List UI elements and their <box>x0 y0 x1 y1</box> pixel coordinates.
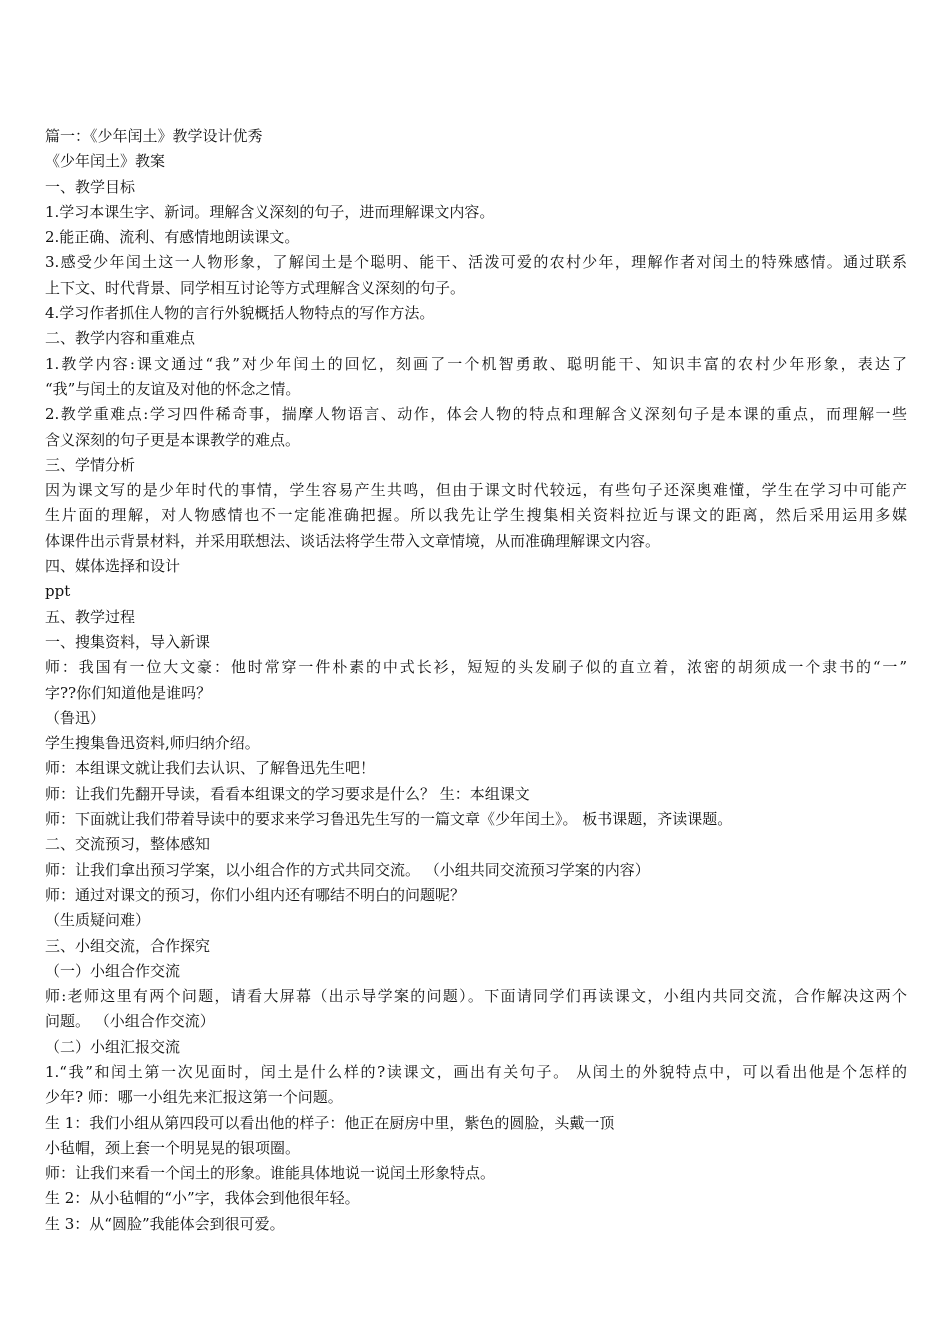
text-line: 三、小组交流，合作探究 <box>45 936 211 955</box>
text-line: 师：本组课文就让我们去认识、了解鲁迅先生吧！ <box>45 759 376 778</box>
text-line: 师：下面就让我们带着导读中的要求来学习鲁迅先生写的一篇文章《少年闰土》。 板书课题，齐读课题。 <box>45 810 733 829</box>
text-line: 上下文、时代背景、同学相互讨论等方式理解含义深刻的句子。 <box>45 278 466 297</box>
text-line: （鲁迅） <box>45 708 106 727</box>
text-line: 一、搜集资料，导入新课 <box>45 632 211 651</box>
text-line: （一）小组合作交流 <box>45 961 181 980</box>
text-line: （二）小组汇报交流 <box>45 1037 181 1056</box>
text-line: ppt <box>45 582 71 601</box>
text-line: 4.学习作者抓住人物的言行外貌概括人物特点的写作方法。 <box>45 304 435 323</box>
text-line: 3.感受少年闰土这一人物形象，了解闰土是个聪明、能干、活泼可爱的农村少年，理解作者对闰土的特殊感情。通过联系 <box>45 253 907 272</box>
text-line: 篇一：《少年闰土》教学设计优秀 <box>45 127 263 145</box>
text-line: 二、教学内容和重难点 <box>45 329 196 348</box>
text-line: 1.学习本课生字、新词。理解含义深刻的句子，进而理解课文内容。 <box>45 202 495 221</box>
text-line: 学生搜集鲁迅资料,师归纳介绍。 <box>45 734 260 753</box>
document-page <box>45 124 907 1237</box>
text-line: 生 3：从“圆脸”我能体会到很可爱。 <box>45 1214 285 1233</box>
text-line: 师:老师这里有两个问题，请看大屏幕（出示导学案的问题）。下面请同学们再读课文，小组内共同交流，合作解决这两个 <box>45 987 907 1006</box>
text-line: 一、教学目标 <box>45 177 136 196</box>
text-line: 师：让我们先翻开导读，看看本组课文的学习要求是什么？ 生：本组课文 <box>45 784 530 803</box>
text-line: 2.能正确、流利、有感情地朗读课文。 <box>45 228 300 247</box>
text-line: 小毡帽，颈上套一个明晃晃的银项圈。 <box>45 1138 301 1157</box>
text-line: 1.“我”和闰土第一次见面时，闰土是什么样的?读课文，画出有关句子。 从闰土的外貌特点中，可以看出他是个怎样的 <box>45 1062 907 1081</box>
text-line: 四、媒体选择和设计 <box>45 557 181 576</box>
text-line: 少年? 师：哪一小组先来汇报这第一个问题。 <box>45 1088 343 1107</box>
text-line: 《少年闰土》教案 <box>45 152 166 171</box>
text-line: 师：让我们拿出预习学案，以小组合作的方式共同交流。 （小组共同交流预习学案的内容） <box>45 860 650 879</box>
text-line: 五、教学过程 <box>45 607 136 626</box>
text-line: 问题。 （小组合作交流） <box>45 1012 215 1031</box>
text-line: 师：通过对课文的预习，你们小组内还有哪结不明白的问题呢？ <box>45 885 466 904</box>
text-line: 生片面的理解，对人物感情也不一定能准确把握。所以我先让学生搜集相关资料拉近与课文的距离，然后采用运用多媒 <box>45 506 907 525</box>
text-line: 字??你们知道他是谁吗？ <box>45 683 212 702</box>
text-line: 生 1：我们小组从第四段可以看出他的样子：他正在厨房中里，紫色的圆脸，头戴一顶 <box>45 1113 615 1132</box>
text-line: 2.教学重难点:学习四件稀奇事，揣摩人物语言、动作，体会人物的特点和理解含义深刻句子是本课的重点，而理解一些 <box>45 405 907 424</box>
text-line: 二、交流预习，整体感知 <box>45 835 211 854</box>
text-line: 生 2：从小毡帽的“小”字，我体会到他很年轻。 <box>45 1189 360 1208</box>
text-line: 师：我国有一位大文豪：他时常穿一件朴素的中式长衫，短短的头发刷子似的直立着，浓密的胡须成一个隶书的“一” <box>45 658 907 677</box>
text-line: 体课件出示背景材料，并采用联想法、谈话法将学生带入文章情境，从而准确理解课文内容。 <box>45 531 661 550</box>
text-line: “我”与闰土的友谊及对他的怀念之情。 <box>45 379 301 398</box>
text-line: 三、学情分析 <box>45 455 136 474</box>
text-line: （生质疑问难） <box>45 911 151 930</box>
text-line: 1.教学内容:课文通过“我”对少年闰土的回忆，刻画了一个机智勇敢、聪明能干、知识丰富的农村少年形象，表达了 <box>45 354 907 373</box>
text-line: 师：让我们来看一个闰土的形象。谁能具体地说一说闰土形象特点。 <box>45 1164 496 1183</box>
text-line: 含义深刻的句子更是本课教学的难点。 <box>45 430 301 449</box>
text-line: 因为课文写的是少年时代的事情，学生容易产生共鸣，但由于课文时代较远，有些句子还深奥难懂，学生在学习中可能产 <box>45 481 907 500</box>
